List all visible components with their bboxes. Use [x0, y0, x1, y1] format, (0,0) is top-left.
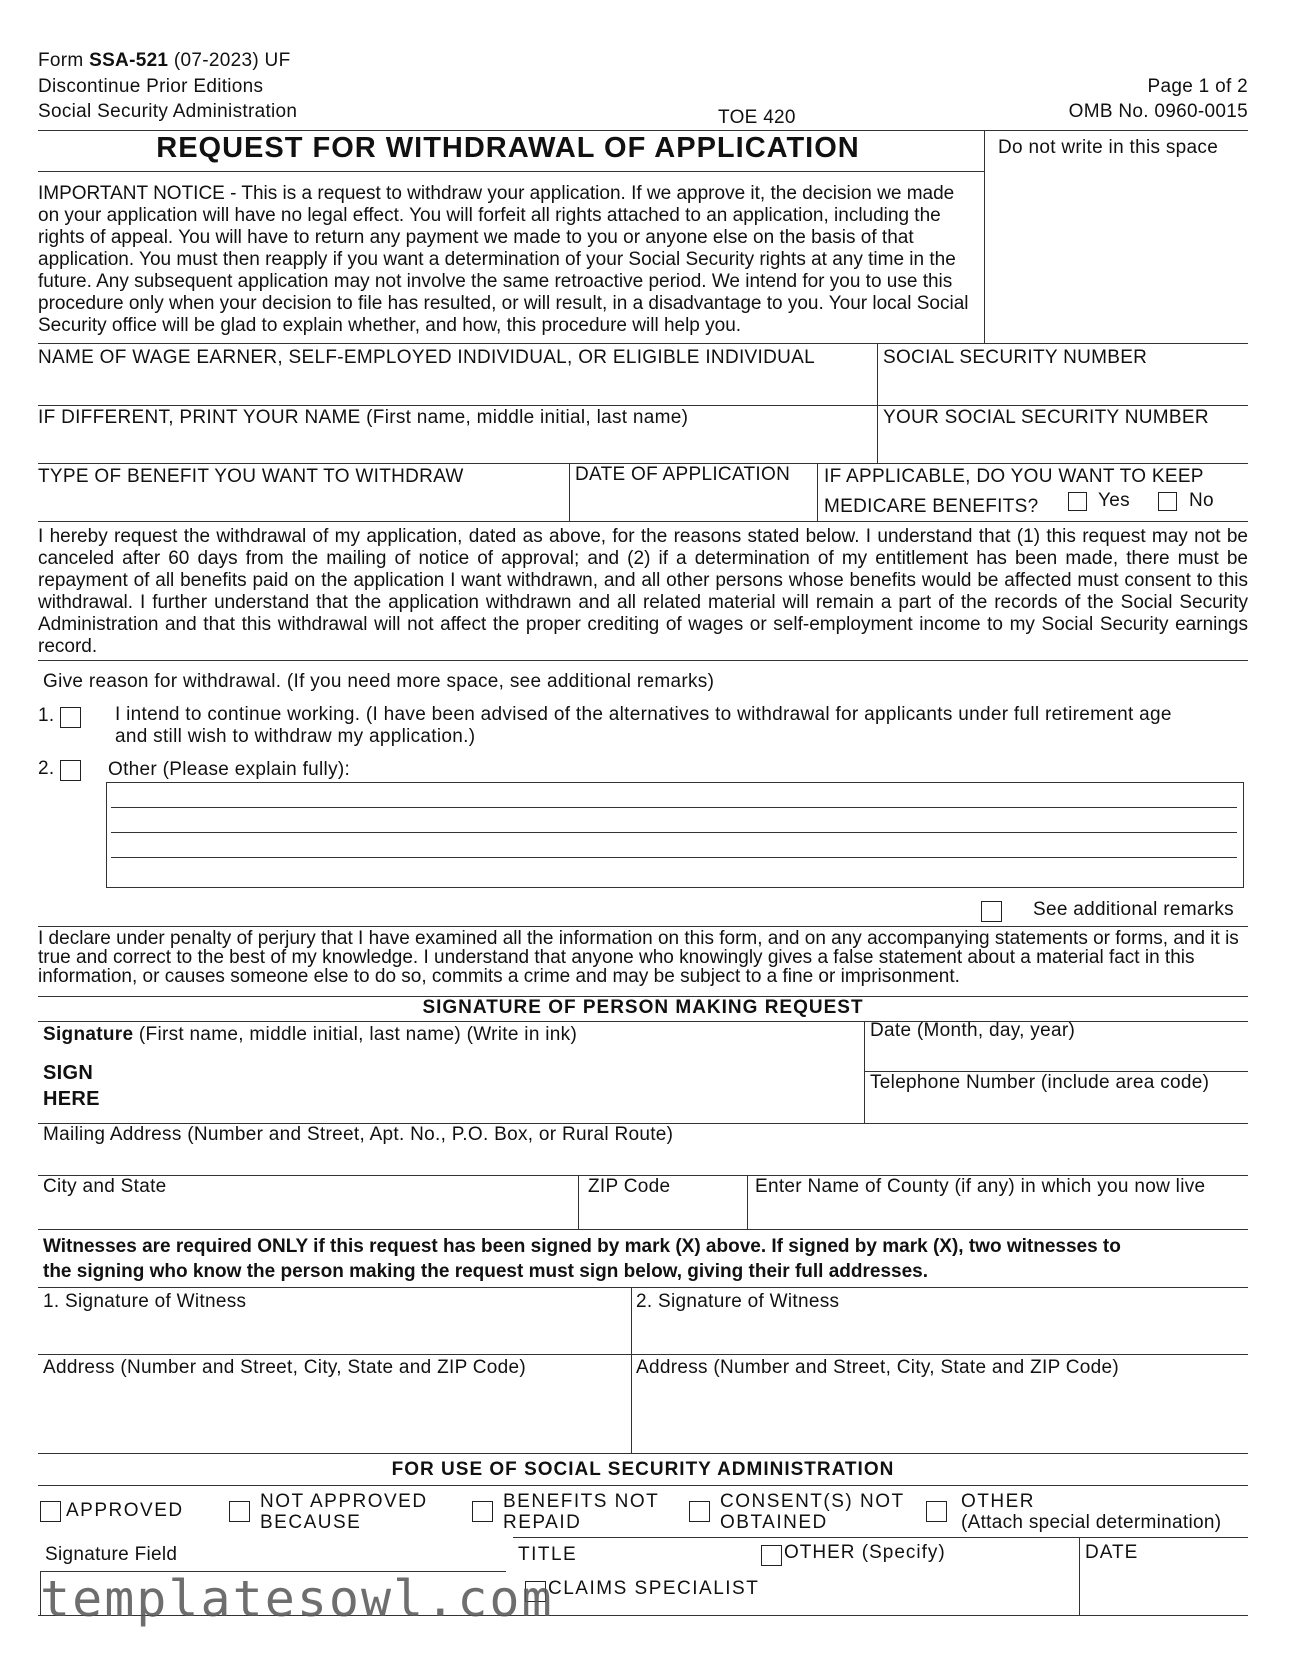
- consent-not-obtained-checkbox[interactable]: [689, 1501, 710, 1522]
- consent-not-obtained-label-1: CONSENT(S) NOT: [720, 1491, 905, 1512]
- divider: [1079, 1537, 1080, 1615]
- perjury-declaration: I declare under penalty of perjury that I have examined all the information on this form, and on any accompanying statements or forms, and it is true and correct to the best of my knowledge. I understand that anyone who knowingly gives a false statement about a material fact in this information, or causes someone else to do so, commits a crime and may be subject to a fine or imprisonment.: [38, 928, 1239, 987]
- agency-name: Social Security Administration: [38, 101, 298, 122]
- divider: [864, 1021, 865, 1123]
- other-determination-label-1: OTHER: [961, 1491, 1035, 1512]
- other-determination-label-2: (Attach special determination): [961, 1512, 1222, 1533]
- divider: [513, 1537, 1248, 1538]
- divider: [38, 660, 1248, 661]
- reason-2-text: Other (Please explain fully):: [108, 759, 351, 780]
- county-field[interactable]: [755, 1200, 1243, 1226]
- ssn-label: SOCIAL SECURITY NUMBER: [883, 347, 1148, 368]
- consent-not-obtained-label-2: OBTAINED: [720, 1512, 828, 1533]
- important-notice: IMPORTANT NOTICE - This is a request to withdraw your application. If we approve it, the decision we made on your application will have no legal effect. You will forfeit all rights attached to an application, including the rights of appeal. You will have to return any payment we made to you or anyone else on the basis of that application. You must then reapply if you want a determination of your Social Security rights at any time in the future. Any subsequent application may not involve the same retroactive period. We intend for you to use this procedure only when your decision to file has resulted, or will result, in a disadvantage to you. Your local Social Security office will be glad to explain whether, and how, this procedure will help you.: [38, 183, 969, 336]
- your-ssn-label: YOUR SOCIAL SECURITY NUMBER: [883, 407, 1209, 428]
- ssa-signature-field-label: Signature Field: [45, 1544, 178, 1565]
- watermark: templatesowl.com: [40, 1570, 554, 1628]
- benefit-type-field[interactable]: [38, 490, 566, 518]
- divider: [38, 1287, 1248, 1288]
- witness-2-signature-field[interactable]: [636, 1315, 1244, 1351]
- medicare-question-line2: MEDICARE BENEFITS?: [824, 496, 1039, 517]
- reason-prompt: Give reason for withdrawal. (If you need more space, see additional remarks): [43, 671, 715, 692]
- witness-instructions-line1: Witnesses are required ONLY if this request has been signed by mark (X) above. If signed by mark (X), two witnesses to: [43, 1236, 1121, 1257]
- not-approved-label-2: BECAUSE: [260, 1512, 362, 1533]
- medicare-yes-label: Yes: [1098, 490, 1130, 511]
- signature-date-field[interactable]: [870, 1044, 1244, 1068]
- witness-1-address-field[interactable]: [43, 1382, 627, 1450]
- city-state-label: City and State: [43, 1176, 167, 1197]
- telephone-field[interactable]: [870, 1096, 1244, 1120]
- your-name-field[interactable]: [38, 430, 873, 462]
- zip-code-label: ZIP Code: [588, 1176, 671, 1197]
- writing-line: [111, 807, 1237, 808]
- signature-heading: SIGNATURE OF PERSON MAKING REQUEST: [422, 997, 864, 1018]
- witness-1-signature-field[interactable]: [43, 1315, 627, 1351]
- other-specify-label: OTHER (Specify): [784, 1542, 946, 1563]
- mailing-address-label: Mailing Address (Number and Street, Apt. No., P.O. Box, or Rural Route): [43, 1124, 674, 1145]
- page-title: REQUEST FOR WITHDRAWAL OF APPLICATION: [156, 132, 860, 164]
- reason-other-checkbox[interactable]: [60, 760, 81, 781]
- claims-specialist-label: CLAIMS SPECIALIST: [548, 1578, 760, 1599]
- witness-1-address-label: Address (Number and Street, City, State and ZIP Code): [43, 1357, 527, 1378]
- not-approved-label-1: NOT APPROVED: [260, 1491, 428, 1512]
- divider: [38, 343, 1248, 344]
- explanation-textarea[interactable]: [106, 782, 1244, 888]
- ssa-date-label: DATE: [1085, 1542, 1139, 1563]
- ssa-title-label: TITLE: [518, 1544, 578, 1565]
- divider: [817, 463, 818, 521]
- other-specify-checkbox[interactable]: [761, 1545, 782, 1566]
- approved-checkbox[interactable]: [40, 1501, 61, 1522]
- writing-line: [111, 857, 1237, 858]
- benefit-type-label: TYPE OF BENEFIT YOU WANT TO WITHDRAW: [38, 466, 464, 487]
- benefits-not-repaid-label-1: BENEFITS NOT: [503, 1491, 660, 1512]
- ssn-field[interactable]: [883, 370, 1243, 402]
- office-use-label: Do not write in this space: [998, 137, 1219, 158]
- reason-1-number: 1.: [38, 705, 55, 726]
- sign-here-label-2: HERE: [43, 1088, 100, 1110]
- wage-earner-name-field[interactable]: [38, 370, 873, 402]
- benefits-not-repaid-checkbox[interactable]: [472, 1501, 493, 1522]
- witness-2-address-label: Address (Number and Street, City, State and ZIP Code): [636, 1357, 1120, 1378]
- divider: [38, 130, 1248, 131]
- divider: [38, 521, 1248, 522]
- divider: [38, 1453, 1248, 1454]
- city-state-field[interactable]: [43, 1200, 573, 1226]
- divider: [578, 1175, 579, 1229]
- request-statement: I hereby request the withdrawal of my application, dated as above, for the reasons stated below. I understand that (1) this request may not be canceled after 60 days from the mailing of notice of approval; and (2) if a determination of my entitlement has been made, there must be repayment of all benefits paid on the application I want withdrawn, and all other persons whose benefits would be affected must consent to this withdrawal. I further understand that the application withdrawn and all related material will remain a part of the records of the Social Security Administration and that this withdrawal will not affect the proper crediting of wages or self-employment income to my Social Security earnings record.: [38, 526, 1248, 657]
- divider: [38, 926, 1248, 927]
- wage-earner-name-label: NAME OF WAGE EARNER, SELF-EMPLOYED INDIVIDUAL, OR ELIGIBLE INDIVIDUAL: [38, 347, 815, 368]
- not-approved-checkbox[interactable]: [229, 1501, 250, 1522]
- signature-date-label: Date (Month, day, year): [870, 1020, 1076, 1041]
- divider: [38, 1485, 1248, 1486]
- witness-instructions-line2: the signing who know the person making the request must sign below, giving their full addresses.: [43, 1261, 929, 1282]
- medicare-no-label: No: [1189, 490, 1214, 511]
- your-ssn-field[interactable]: [883, 430, 1243, 462]
- medicare-no-checkbox[interactable]: [1158, 492, 1177, 511]
- witness-2-address-field[interactable]: [636, 1382, 1244, 1450]
- writing-line: [111, 832, 1237, 833]
- telephone-label: Telephone Number (include area code): [870, 1072, 1210, 1093]
- divider: [38, 405, 1248, 406]
- reason-2-number: 2.: [38, 758, 55, 779]
- medicare-question-line1: IF APPLICABLE, DO YOU WANT TO KEEP: [824, 466, 1204, 487]
- approved-label: APPROVED: [66, 1500, 184, 1521]
- toe-code: TOE 420: [718, 107, 796, 128]
- additional-remarks-label: See additional remarks: [1033, 899, 1234, 920]
- reason-continue-working-checkbox[interactable]: [60, 707, 81, 728]
- signature-field[interactable]: [120, 1050, 860, 1118]
- sign-here-label-1: SIGN: [43, 1062, 94, 1084]
- divider: [38, 171, 984, 172]
- medicare-yes-checkbox[interactable]: [1068, 492, 1087, 511]
- omb-number: OMB No. 0960-0015: [1068, 101, 1248, 122]
- divider: [38, 1354, 1248, 1355]
- additional-remarks-checkbox[interactable]: [981, 901, 1002, 922]
- divider: [877, 343, 878, 463]
- other-determination-checkbox[interactable]: [926, 1501, 947, 1522]
- date-of-application-label: DATE OF APPLICATION: [575, 464, 791, 485]
- your-name-label: IF DIFFERENT, PRINT YOUR NAME (First name, middle initial, last name): [38, 407, 689, 428]
- divider: [38, 1229, 1248, 1230]
- reason-1-text-line2: and still wish to withdraw my application.): [115, 726, 476, 747]
- zip-code-field[interactable]: [588, 1200, 742, 1226]
- witness-1-signature-label: 1. Signature of Witness: [43, 1291, 247, 1312]
- form-number: Form SSA-521 (07-2023) UF: [38, 50, 291, 71]
- divider: [747, 1175, 748, 1229]
- county-label: Enter Name of County (if any) in which you now live: [755, 1176, 1206, 1197]
- page-number: Page 1 of 2: [1147, 76, 1248, 97]
- divider: [631, 1287, 632, 1453]
- witness-2-signature-label: 2. Signature of Witness: [636, 1291, 840, 1312]
- benefits-not-repaid-label-2: REPAID: [503, 1512, 582, 1533]
- signature-label: Signature (First name, middle initial, last name) (Write in ink): [43, 1024, 578, 1045]
- reason-1-text-line1: I intend to continue working. (I have been advised of the alternatives to withdrawal for applicants under full retirement age: [115, 704, 1172, 725]
- discontinue-note: Discontinue Prior Editions: [38, 76, 264, 97]
- ssa-date-field[interactable]: [1085, 1568, 1243, 1612]
- date-of-application-field[interactable]: [575, 490, 813, 518]
- ssa-use-heading: FOR USE OF SOCIAL SECURITY ADMINISTRATION: [391, 1459, 895, 1480]
- divider: [569, 463, 570, 521]
- mailing-address-field[interactable]: [43, 1148, 1243, 1172]
- divider: [984, 130, 985, 343]
